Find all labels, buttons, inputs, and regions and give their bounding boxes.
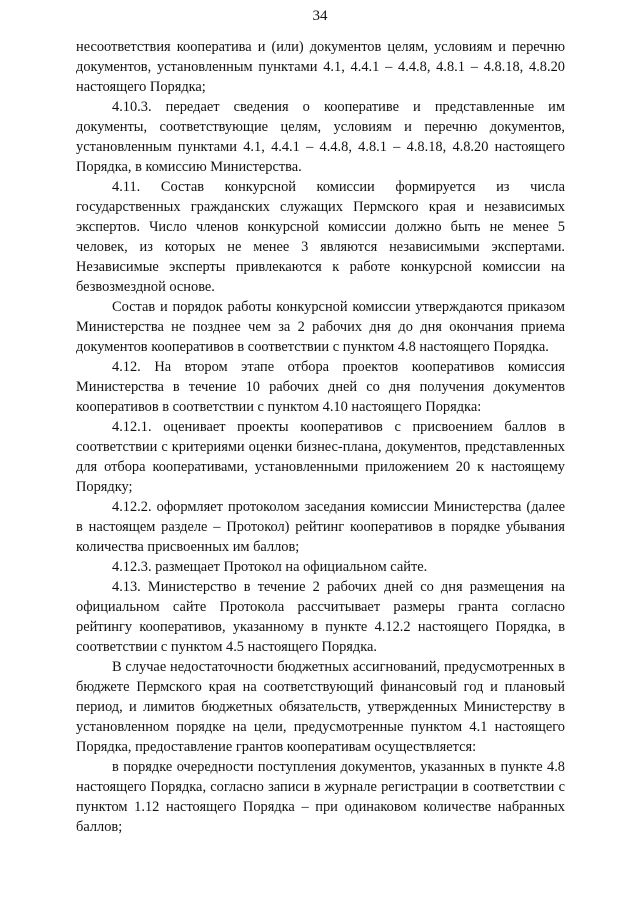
document-body [76,37,565,837]
page-number: 34 [312,8,328,24]
paragraph: 4.12.1. оценивает проекты кооперативов с присвоением баллов в соответствии с критериями оценки бизнес-плана, документов, представленных для отбора кооперативами, установленными приложением 20 к настоящему Порядку; [76,419,565,495]
paragraph: 4.13. Министерство в течение 2 рабочих дней со дня размещения на официальном сайте Протокола рассчитывает размеры гранта согласно рейтингу кооперативов, указанному в пункте 4.12.2 настоящего Порядка, в соответствии с пунктом 4.5 настоящего Порядка. [76,579,565,655]
paragraph: 4.10.3. передает сведения о кооперативе и представленные им документы, соответствующие целям, условиям и перечню документов, установленным пунктами 4.1, 4.4.1 – 4.4.8, 4.8.1 – 4.8.18, 4.8.20 настоящего Порядка, в комиссию Министерства. [76,99,565,175]
paragraph: В случае недостаточности бюджетных ассигнований, предусмотренных в бюджете Пермского края на соответствующий финансовый год и плановый период, и лимитов бюджетных обязательств, утвержденных Министерству в установленном порядке на цели, предусмотренные пунктом 4.1 настоящего Порядка, предоставление грантов кооперативам осуществляется: [76,659,565,755]
paragraph: 4.12.3. размещает Протокол на официальном сайте. [112,559,428,575]
paragraph: 4.11. Состав конкурсной комиссии формируется из числа государственных гражданских служащих Пермского края и независимых экспертов. Число членов конкурсной комиссии должно быть не менее 5 человек, из которых не менее 3 являются независимыми экспертами. Независимые эксперты привлекаются к работе конкурсной комиссии на безвозмездной основе. [76,179,565,295]
paragraph: Состав и порядок работы конкурсной комиссии утверждаются приказом Министерства не позднее чем за 2 рабочих дня до дня окончания приема документов кооперативов в соответствии с пунктом 4.8 настоящего Порядка. [76,299,565,355]
paragraph: несоответствия кооператива и (или) документов целям, условиям и перечню документов, установленным пунктами 4.1, 4.4.1 – 4.4.8, 4.8.1 – 4.8.18, 4.8.20 настоящего Порядка; [76,39,565,95]
paragraph: 4.12. На втором этапе отбора проектов кооперативов комиссия Министерства в течение 10 рабочих дней со дня получения документов кооперативов в соответствии с пунктом 4.10 настоящего Порядка: [76,359,565,415]
paragraph: в порядке очередности поступления документов, указанных в пункте 4.8 настоящего Порядка, согласно записи в журнале регистрации в соответствии с пунктом 1.12 настоящего Порядка – при одинаковом количестве набранных баллов; [76,759,565,835]
paragraph: 4.12.2. оформляет протоколом заседания комиссии Министерства (далее в настоящем разделе – Протокол) рейтинг кооперативов в порядке убывания количества присвоенных им баллов; [76,499,565,555]
